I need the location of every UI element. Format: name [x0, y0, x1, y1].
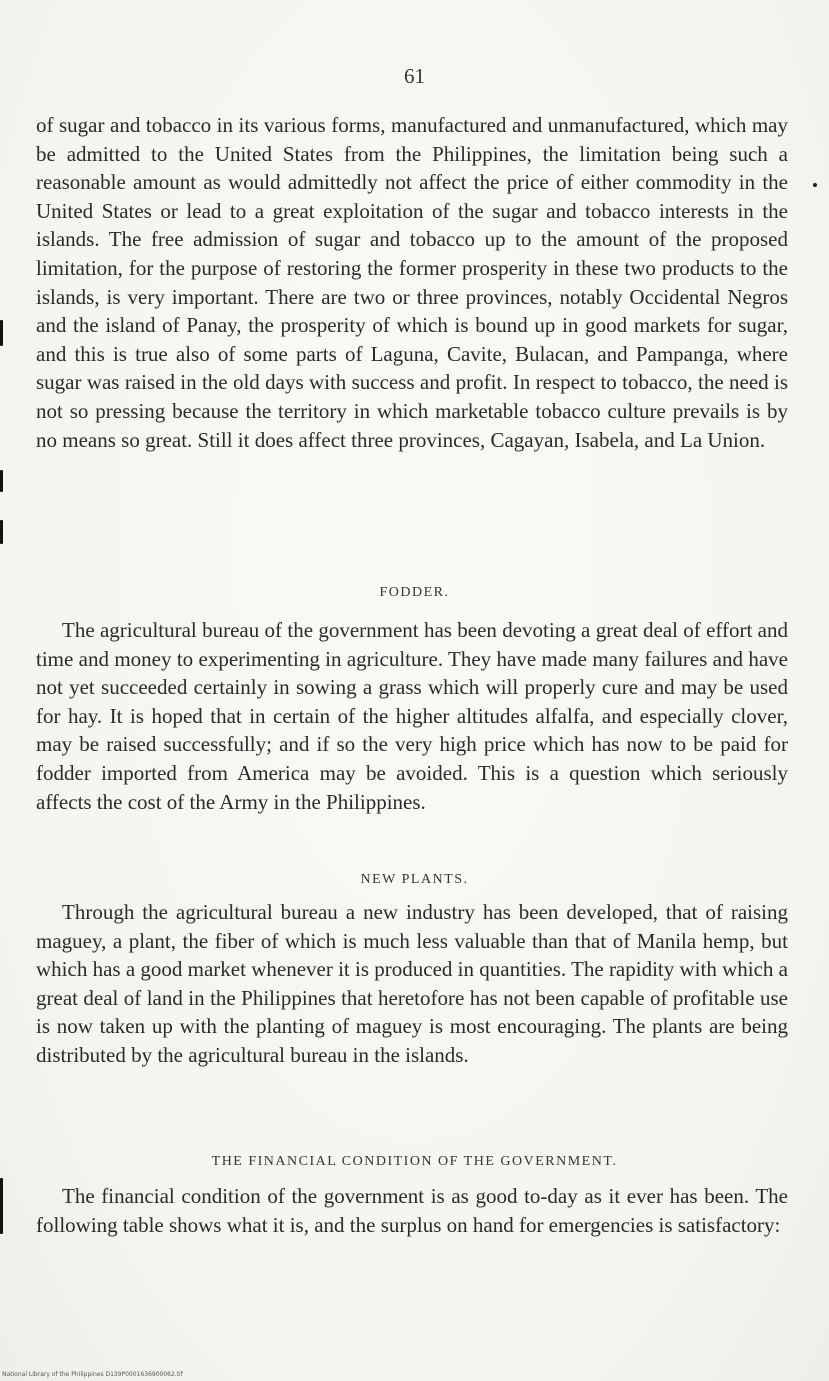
heading-fodder: FODDER. — [379, 585, 450, 600]
paragraph-fodder: The agricultural bureau of the government has been devoting a great deal of effort and time and money to experimenting in agriculture. They have made many failures and have not yet succeeded certainly in sowing a grass which will properly cure and may be used for hay. It is hoped that in certain of the higher altitudes alfalfa, and especially clover, may be raised successfully; and if so the very high price which has now to be paid for fodder imported from America may be avoided. This is a question which seriously affects the cost of the Army in the Philippines. — [36, 618, 788, 814]
heading-new-plants: NEW PLANTS. — [360, 872, 469, 887]
paragraph-financial-condition: The financial condition of the government is as good to-day as it ever has been. The following table shows what it is, and the surplus on hand for emergencies is satisfactory: — [36, 1184, 788, 1237]
scan-edge-mark — [0, 1178, 3, 1234]
scan-footer-label: National Library of the Philippines D139P0001636900062.tif — [2, 1371, 183, 1378]
scan-edge-mark — [0, 470, 3, 492]
scan-speck — [813, 183, 817, 187]
scan-edge-mark — [0, 320, 3, 346]
paragraph-sugar-tobacco: of sugar and tobacco in its various forms, manufactured and unmanufactured, which may be admitted to the United States from the Philippines, the limitation being such a reasonable amount as would admittedly not affect the price of either commodity in the United States or lead to a great exploitation of the sugar and tobacco interests in the islands. The free admission of sugar and tobacco up to the amount of the proposed limitation, for the purpose of restoring the former prosperity in these two products to the islands, is very important. There are two or three provinces, notably Occidental Negros and the island of Panay, the prosperity of which is bound up in good markets for sugar, and this is true also of some parts of Laguna, Cavite, Bulacan, and Pampanga, where sugar was raised in the old days with success and profit. In respect to tobacco, the need is not so pressing because the territory in which marketable tobacco culture prevails is by no means so great. Still it does affect three provinces, Cagayan, Isabela, and La Union. — [36, 113, 788, 452]
page-number: 61 — [404, 64, 425, 88]
scan-edge-mark — [0, 520, 3, 544]
heading-financial-condition: THE FINANCIAL CONDITION OF THE GOVERNMENT. — [211, 1154, 618, 1169]
paragraph-new-plants: Through the agricultural bureau a new industry has been developed, that of raising maguey, a plant, the fiber of which is much less valuable than that of Manila hemp, but which has a good market whenever it is produced in quantities. The rapidity with which a great deal of land in the Philippines that heretofore has not been capable of profitable use is now taken up with the planting of maguey is most encouraging. The plants are being distributed by the agricultural bureau in the islands. — [36, 900, 788, 1067]
